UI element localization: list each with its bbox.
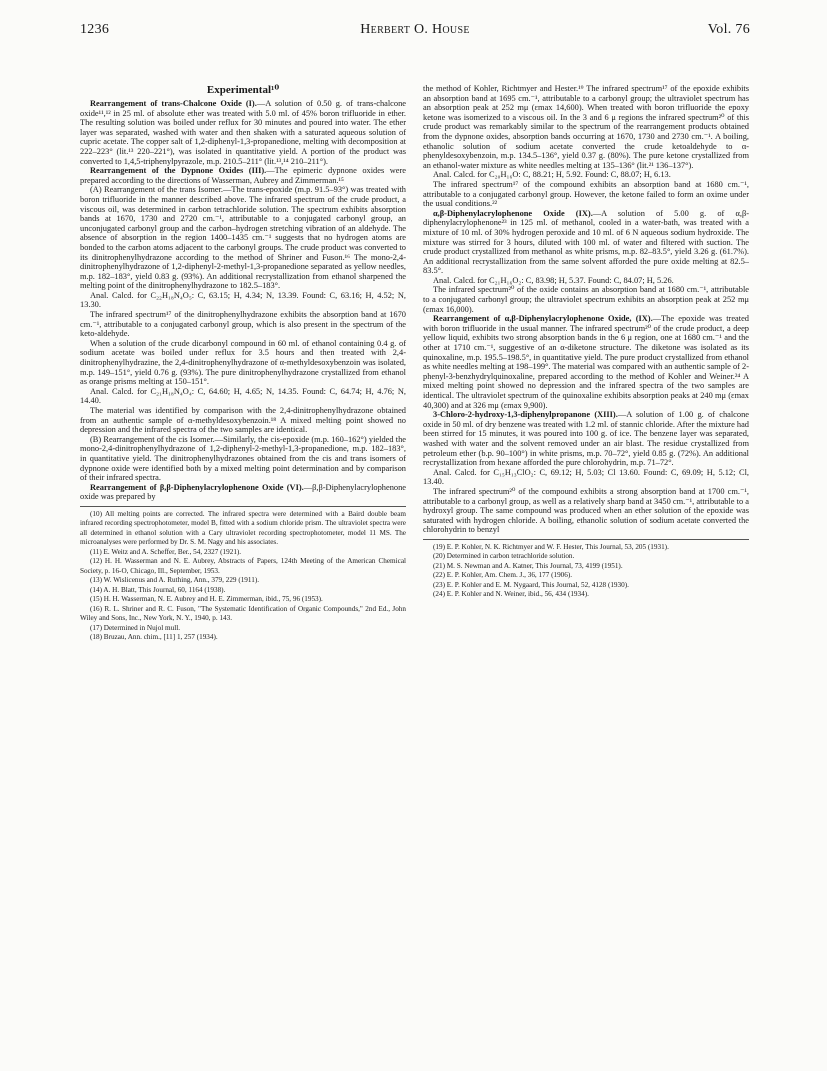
paragraph-text: —A solution of 0.50 g. of trans-chalcone oxide¹¹,¹² in 25 ml. of absolute ether was treated with 5.0 ml. of 45% boron trifluoride in ether. The resulting solution was boiled under reflux for 30 minutes and poured into water. The ether layer was separated, washed with water and then shaken with a saturated aqueous solution of cupric acetate. The copper salt of 1,2-diphenyl-1,3-propanedione, melting with decomposition at 222–223° (lit.¹³ 220–221°), was isolated in quantitative yield. A portion of the product was converted to 1,4,5-triphenylpyrazole, m.p. 210.5–211° (lit.¹³,¹⁴ 210–211°). [80, 99, 406, 166]
footnote-rule [423, 539, 749, 540]
paragraph [80, 339, 406, 387]
paragraph-text: —The epoxide was treated with boron trifluoride in the usual manner. The infrared spectrum²⁰ of the crude product, a deep yellow liquid, exhibits two strong absorption bands in the 6 μ region, one at 1680 cm.⁻¹ and the other at 1710 cm.⁻¹, suggestive of an α-diketone structure. The diketone was isolated as its quinoxaline, m.p. 195.5–198.5°, in quantitative yield. The pure product crystallized from ethanol as white needles melting at 198–199°. The material was compared with an authentic sample of 2-phenyl-3-benzhydrylquinoxaline, prepared according to the method of Kohler and Weiner.²⁴ A mixed melting point showed no depression and the infrared spectra of the two samples are identical. The ultraviolet spectrum of the quinoxaline exhibits absorption peaks at 240 mμ (εmax 40,300) and at 326 mμ (εmax 9,900). [423, 314, 749, 410]
paragraph-text: Anal. Calcd. for C₂₁H₁₆O₂: C, 83.98; H, 5.37. Found: C, 84.07; H, 5.26. [433, 275, 674, 285]
paragraph-text: The infrared spectrum²⁰ of the oxide contains an absorption band at 1680 cm.⁻¹, attributable to a conjugated carbonyl group; the ultraviolet spectrum exhibits an absorption peak at 252 mμ (εmax 16,000). [423, 285, 749, 314]
paragraph [80, 483, 406, 502]
footnote: (15) H. H. Wasserman, N. E. Aubrey and H. E. Zimmerman, ibid., 75, 96 (1953). [90, 595, 323, 604]
paragraph [80, 99, 406, 166]
paragraph-text: Anal. Calcd. for C₂₀H₁₆O: C, 88.21; H, 5.92. Found: C, 88.07; H, 6.13. [433, 170, 671, 180]
left-column [80, 84, 406, 643]
paragraph-heading: Rearrangement of the Dypnone Oxides (III). [90, 166, 267, 176]
paragraph [80, 387, 406, 406]
paragraph-text: Anal. Calcd. for C₂₁H₁₈N₄O₄: C, 64.60; H, 4.65; N, 14.35. Found: C, 64.74; H, 4.76; N, 14.40. [80, 386, 406, 406]
paragraph-text: The infrared spectrum¹⁷ of the compound exhibits an absorption band at 1680 cm.⁻¹, attributable to a conjugated carbonyl group. However, the ketone failed to form an oxime under the usual conditions.²² [423, 179, 749, 209]
footnote: (13) W. Wislicenus and A. Ruthing, Ann., 379, 229 (1911). [90, 576, 260, 585]
running-author: Herbert O. House [360, 22, 470, 37]
running-header [80, 22, 750, 42]
right-column-body [423, 84, 749, 535]
page-number: 1236 [80, 22, 110, 37]
paragraph-text: (A) Rearrangement of the trans Isomer.—The trans-epoxide (m.p. 91.5–93°) was treated with boron trifluoride in the manner described above. The infrared spectrum of the crude product, a viscous oil, was determined in carbon tetrachloride solution. The spectrum exhibits absorption bands at 1670, 1730 and 2720 cm.⁻¹, attributable to a conjugated carbonyl group, an unconjugated carbonyl group and the carbon–hydrogen stretching vibration of an aldehyde. The absence of absorption in the region 1400–1435 cm.⁻¹ suggests that no hydrogen atoms are bonded to the carbon atoms adjacent to the carbonyl groups. The crude product was converted to its dinitrophenylhydrazone according to the method of Shriner and Fuson.¹⁶ The mono-2,4-dinitrophenylhydrazone of 1,2-diphenyl-2-methyl-1,3-propanedione separated as yellow needles, m.p. 182–183°, yield 0.83 g. (93%). An additional recrystallization from ethanol sharpened the melting point of the dinitrophenylhydrazone to 182.5–183°. [80, 185, 406, 291]
paragraph-text: —β,β-Diphenylacrylophenone oxide was prepared by [80, 482, 406, 502]
right-footnotes [423, 543, 749, 600]
paragraph [423, 276, 749, 286]
paragraph-text: When a solution of the crude dicarbonyl compound in 60 ml. of ethanol containing 0.4 g. of sodium acetate was boiled under reflux for 3.5 hours and then treated with 2,4-dinitrophenylhydrazine, the 2,4-dinitrophenylhydrazone of α-methyldesoxybenzoin was isolated, m.p. 149–151°, yield 0.76 g. (93%). The pure dinitrophenylhydrazone crystallized from ethanol as orange prisms melting at 150–151°. [80, 338, 406, 387]
footnote: (14) A. H. Blatt, This Journal, 60, 1164 (1938). [90, 585, 226, 594]
volume-label: Vol. 76 [707, 22, 750, 37]
footnote: (23) E. P. Kohler and E. M. Nygaard, This Journal, 52, 4128 (1930). [433, 580, 629, 589]
footnote-rule [80, 506, 406, 507]
paragraph [423, 170, 749, 180]
paragraph [423, 410, 749, 468]
footnote: (11) E. Weitz and A. Scheffer, Ber., 54, 2327 (1921). [90, 547, 242, 556]
footnote: (18) Bruzau, Ann. chim., [11] 1, 257 (1934). [90, 633, 218, 642]
right-column [423, 84, 749, 600]
paragraph [423, 468, 749, 487]
paragraph [423, 314, 749, 410]
paragraph [423, 180, 749, 209]
left-column-body [80, 99, 406, 502]
paragraph [80, 310, 406, 339]
paragraph-text: Anal. Calcd. for C₂₂H₁₈N₄O₅: C, 63.15; H, 4.34; N, 13.39. Found: C, 63.16; H, 4.52; N, 13.30. [80, 290, 406, 310]
left-footnotes [80, 510, 406, 643]
paragraph-heading: Rearrangement of α,β-Diphenylacrylophenone Oxide, (IX). [433, 314, 653, 324]
paragraph-heading: Rearrangement of trans-Chalcone Oxide (I). [90, 99, 257, 108]
paragraph [80, 435, 406, 483]
paragraph [80, 185, 406, 291]
paragraph [423, 285, 749, 314]
paragraph-text: Anal. Calcd. for C₁₅H₁₃ClO₂: C, 69.12; H, 5.03; Cl 13.60. Found: C, 69.09; H, 5.12; Cl, 13.40. [423, 467, 749, 487]
paragraph-text: the method of Kohler, Richtmyer and Hester.¹⁹ The infrared spectrum¹⁷ of the epoxide exhibits an absorption band at 1695 cm.⁻¹, attributable to a carbonyl group; the ultraviolet spectrum has an absorption peak at 252 mμ (εmax 14,600). When treated with boron trifluoride the epoxy ketone was isomerized to a viscous oil. In the 3 and 6 μ regions the infrared spectrum²⁰ of this crude product was remarkably similar to the spectrum of the rearrangement products obtained from the dypnone oxides, absorption bands occurring at 1670, 1730 and 2730 cm.⁻¹. A boiling, ethanolic solution of sodium acetate converted the crude ketoaldehyde to α-phenyldesoxybenzoin, m.p. 134.5–136°, yield 0.37 g. (80%). The pure ketone crystallized from an ethanol-water mixture as white needles melting at 135–136° (lit.²¹ 136–137°). [423, 84, 749, 170]
footnote: (17) Determined in Nujol mull. [90, 623, 181, 632]
paragraph-text: —The epimeric dypnone oxides were prepared according to the directions of Wasserman, Aubrey and Zimmerman.¹⁵ [80, 166, 406, 185]
paragraph-text: The infrared spectrum¹⁷ of the dinitrophenylhydrazone exhibits the absorption band at 1670 cm.⁻¹, attributable to a conjugated carbonyl group, which is also present in the spectrum of the keto-aldehyde. [80, 310, 406, 339]
paragraph [80, 406, 406, 435]
paragraph-text: The infrared spectrum²⁰ of the compound exhibits a strong absorption band at 1700 cm.⁻¹, attributable to a carbonyl group, as well as a relatively sharp band at 3450 cm.⁻¹, attributable to a hydroxyl group. The same compound was produced when an ether solution of the epoxide was saturated with hydrogen chloride. A boiling, ethanolic solution of sodium acetate converted the chlorohydrin to benzyl [423, 486, 749, 535]
footnote: (16) R. L. Shriner and R. C. Fuson, "The Systematic Identification of Organic Compounds," 2nd Ed., John Wiley and Sons, Inc., New York, N. Y., 1940, p. 143. [80, 604, 406, 623]
paragraph-heading: 3-Chloro-2-hydroxy-1,3-diphenylpropanone (XIII). [433, 410, 618, 420]
footnote: (21) M. S. Newman and A. Katner, This Journal, 73, 4199 (1951). [433, 561, 623, 570]
paragraph-text: The material was identified by comparison with the 2,4-dinitrophenylhydrazone obtained from an authentic sample of α-methyldesoxybenzoin.¹⁸ A mixed melting point showed no depression and the infrared spectra of the two samples are identical. [80, 406, 406, 435]
paragraph-text: (B) Rearrangement of the cis Isomer.—Similarly, the cis-epoxide (m.p. 160–162°) yielded the mono-2,4-dinitrophenylhydrazone of 1,2-diphenyl-2-methyl-1,3-propanedione, m.p. 182–183°, in quantitative yield. The dinitrophenylhydrazones obtained from the cis and trans isomers of dypnone oxide were identified both by a mixed melting point determination and by comparison of their infrared spectra. [80, 434, 406, 483]
paragraph-heading: α,β-Diphenylacrylophenone Oxide (IX). [433, 208, 593, 218]
footnote: (12) H. H. Wasserman and N. E. Aubrey, Abstracts of Papers, 124th Meeting of the American Chemical Society, p. 16-O, Chicago, Ill., September, 1953. [80, 557, 406, 575]
footnote: (19) E. P. Kohler, N. K. Richtmyer and W. F. Hester, This Journal, 53, 205 (1931). [433, 542, 669, 551]
paragraph-text: —A solution of 1.00 g. of chalcone oxide in 50 ml. of dry benzene was treated with 1.2 ml. of stannic chloride. After the mixture had been stirred for 15 minutes, it was poured into 100 g. of ice. The benzene layer was separated, washed with water and the solvent removed under an air blast. The residue crystallized from petroleum ether (b.p. 90–100°) in white prisms, m.p. 70–72°, yield 0.85 g. (72%). An additional recrystallization from hexane afforded the pure chlorohydrin, m.p. 71–72°. [423, 410, 749, 468]
paragraph-heading: Rearrangement of β,β-Diphenylacrylophenone Oxide (VI). [90, 482, 304, 492]
paragraph [423, 209, 749, 276]
section-title: Experimental¹⁰ [206, 84, 280, 96]
paragraph [423, 84, 749, 170]
footnote: (22) E. P. Kohler, Am. Chem. J., 36, 177 (1906). [433, 571, 573, 580]
footnote: (20) Determined in carbon tetrachloride solution. [433, 552, 575, 561]
footnote: (24) E. P. Kohler and N. Weiner, ibid., 56, 434 (1934). [433, 590, 589, 599]
paragraph [423, 487, 749, 535]
paragraph-text: —A solution of 5.00 g. of α,β-diphenylacrylophenone²³ in 125 ml. of methanol, cooled in a water-bath, was treated with a mixture of 10 ml. of 30% hydrogen peroxide and 10 ml. of 6 N aqueous sodium hydroxide. The mixture was stirred for 3 hours, diluted with 100 ml. of water and filtered with suction. The crude product crystallized from methanol as white prisms, m.p. 82–83.5°, yield 3.26 g. (61.7%). An additional recrystallization from the same solvent afforded the pure oxide melting at 82.5–83.5°. [423, 208, 750, 276]
paragraph [80, 166, 406, 185]
paragraph [80, 291, 406, 310]
footnote: (10) All melting points are corrected. The infrared spectra were determined with a Baird double beam infrared recording spectrophotometer, model B, fitted with a sodium chloride prism. The ultraviolet spectra were all determined in ethanol solution with a Cary ultraviolet recording spectrophotometer, model 11 MS. The microanalyses were performed by Dr. S. M. Nagy and his associates. [80, 509, 406, 547]
